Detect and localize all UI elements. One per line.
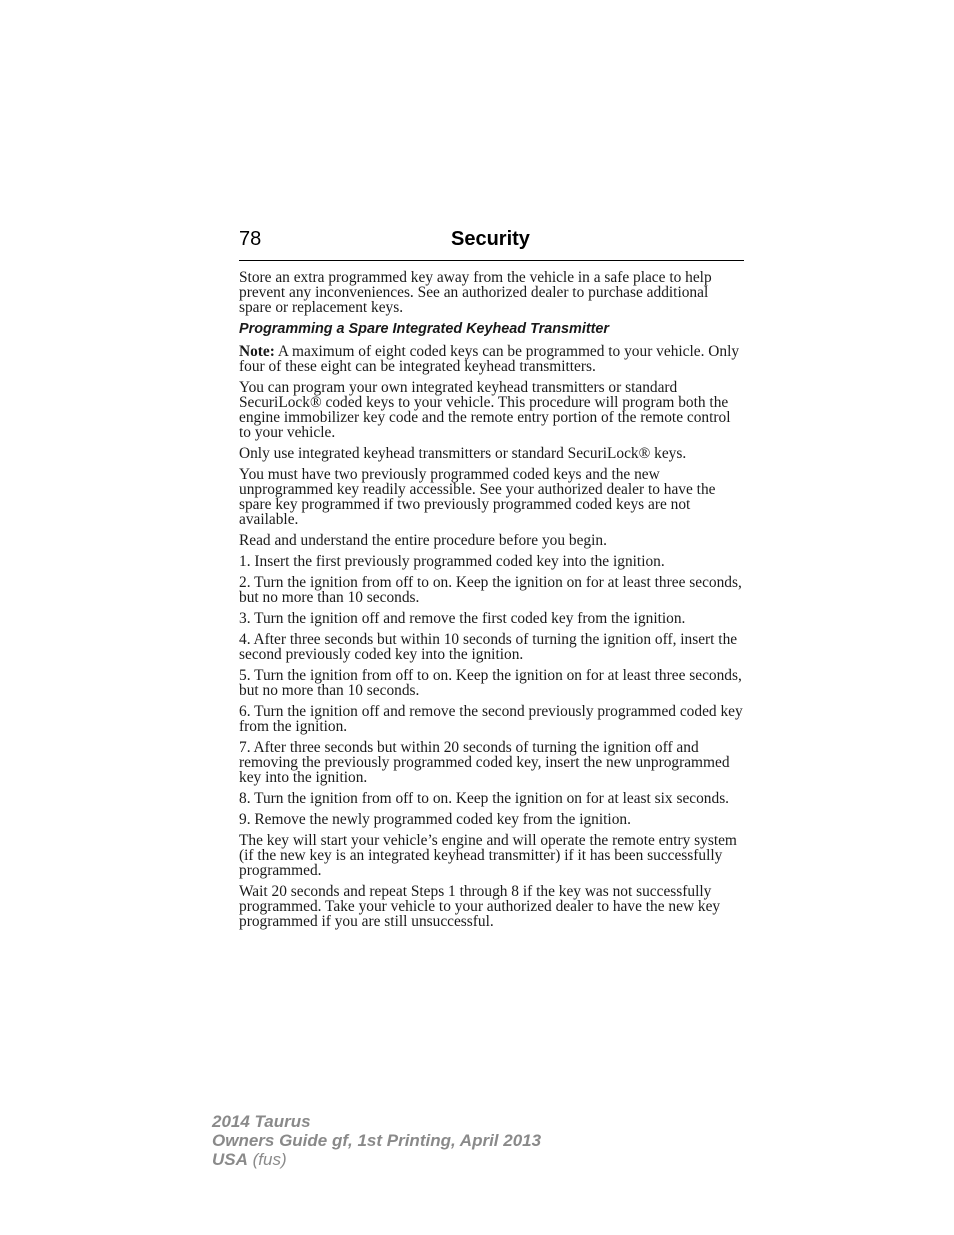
note-paragraph [239, 344, 744, 374]
step-item: 5. Turn the ignition from off to on. Keep the ignition on for at least three seconds, but no more than 10 seconds. [239, 667, 742, 699]
footer-market [212, 1150, 541, 1169]
step-item: 6. Turn the ignition off and remove the second previously programmed coded key from the ignition. [239, 703, 743, 735]
note-label: Note: [239, 343, 275, 360]
step-item: 3. Turn the ignition off and remove the first coded key from the ignition. [239, 610, 686, 627]
footer-edition: Owners Guide gf, 1st Printing, April 2013 [212, 1131, 542, 1150]
step-item: 8. Turn the ignition from off to on. Keep the ignition on for at least six seconds. [239, 790, 730, 807]
step-item: 7. After three seconds but within 20 seconds of turning the ignition off and removing the previously programmed coded key, insert the new unprogrammed key into the ignition. [239, 739, 730, 786]
step-item: 1. Insert the first previously programmed coded key into the ignition. [239, 553, 665, 570]
intro-paragraph: Store an extra programmed key away from the vehicle in a safe place to help prevent any inconveniences. See an authorized dealer to purchase additional spare or replacement keys. [239, 269, 712, 316]
page-footer [212, 1112, 541, 1169]
page-header [239, 228, 744, 261]
paragraph: You can program your own integrated keyhead transmitters or standard SecuriLock® coded keys to your vehicle. This procedure will program both the engine immobilizer key code and the remote entry portion of the remote control to your vehicle. [239, 379, 731, 441]
paragraph: Read and understand the entire procedure before you begin. [239, 532, 607, 549]
step-item: 9. Remove the newly programmed coded key from the ignition. [239, 811, 631, 828]
note-text: A maximum of eight coded keys can be programmed to your vehicle. Only four of these eight can be integrated keyhead transmitters. [239, 343, 740, 375]
page-body [239, 270, 744, 935]
paragraph: You must have two previously programmed coded keys and the new unprogrammed key readily accessible. See your authorized dealer to have the spare key programmed if two previously programmed coded keys are not available. [239, 466, 716, 528]
footer-market-code: USA [212, 1150, 248, 1169]
closing-paragraph: The key will start your vehicle’s engine and will operate the remote entry system (if the new key is an integrated keyhead transmitter) if it has been successfully programmed. [239, 832, 737, 879]
page-number: 78 [239, 228, 262, 250]
step-item: 2. Turn the ignition from off to on. Keep the ignition on for at least three seconds, but no more than 10 seconds. [239, 574, 742, 606]
paragraph: Only use integrated keyhead transmitters or standard SecuriLock® keys. [239, 445, 687, 462]
subheading: Programming a Spare Integrated Keyhead Transmitter [239, 321, 610, 337]
section-title: Security [451, 228, 530, 250]
closing-paragraph: Wait 20 seconds and repeat Steps 1 through 8 if the key was not successfully programmed. Take your vehicle to your authorized dealer to have the new key programmed if you are still unsuccessful. [239, 883, 721, 930]
footer-model: 2014 Taurus [212, 1112, 311, 1131]
footer-market-suffix: (fus) [247, 1150, 287, 1169]
step-item: 4. After three seconds but within 10 seconds of turning the ignition off, insert the second previously coded key into the ignition. [239, 631, 738, 663]
